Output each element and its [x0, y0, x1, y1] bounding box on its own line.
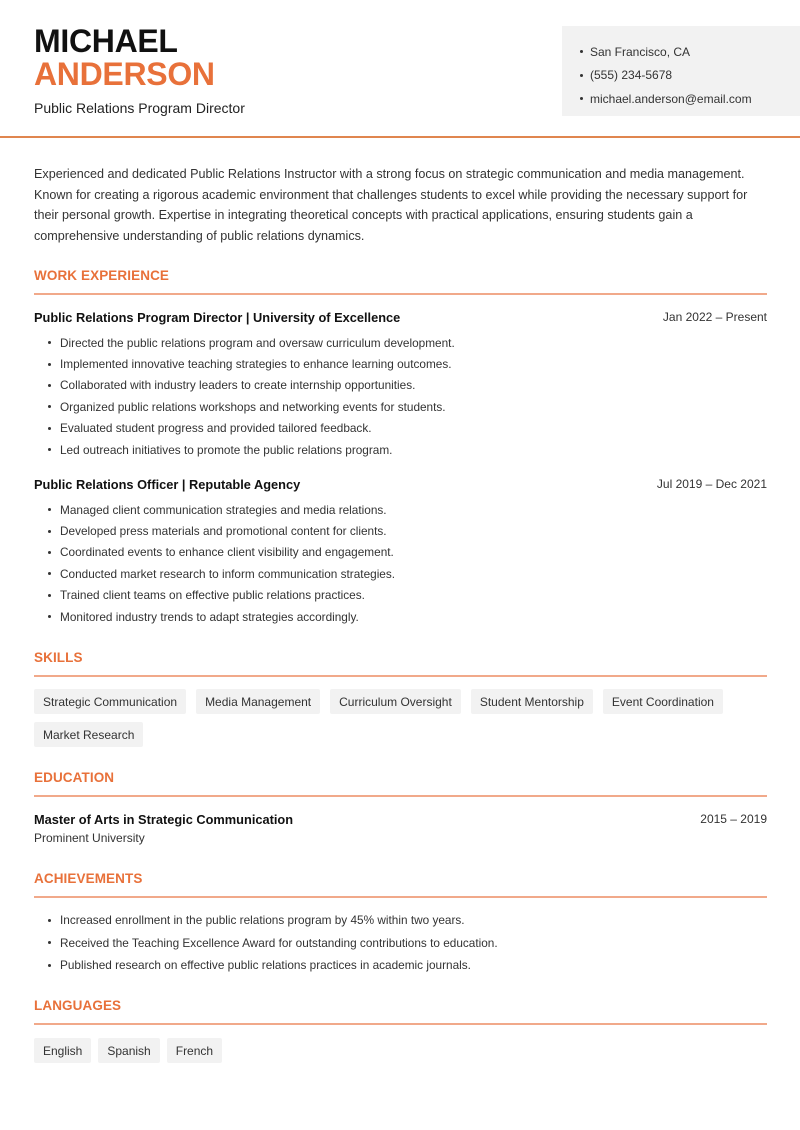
bullet-icon [580, 97, 583, 100]
job-title: Public Relations Program Director [34, 100, 245, 116]
section-divider [34, 1023, 767, 1025]
bullet-icon [48, 615, 51, 618]
list-item: Coordinated events to enhance client visibility and engagement. [34, 542, 774, 563]
languages-list [34, 1038, 774, 1063]
bullet-icon [48, 448, 51, 451]
section-title-education: EDUCATION [34, 770, 115, 785]
skill-tag: Curriculum Oversight [330, 689, 461, 714]
skill-tag: Market Research [34, 722, 143, 747]
language-tag: Spanish [98, 1038, 159, 1063]
bullet-icon [48, 941, 51, 944]
bullet-icon [48, 572, 51, 575]
phone-text: (555) 234-5678 [590, 68, 673, 83]
bullet-icon [48, 964, 51, 967]
skills-list [34, 689, 774, 747]
section-divider [34, 795, 767, 797]
education-degree: Master of Arts in Strategic Communication [34, 812, 294, 827]
last-name: ANDERSON [34, 56, 215, 92]
bullet-icon [48, 530, 51, 533]
bullet-icon [48, 341, 51, 344]
bullet-icon [48, 405, 51, 408]
resume-header [0, 0, 800, 138]
achievements-list [34, 909, 774, 977]
skill-tag: Student Mentorship [471, 689, 593, 714]
section-title-achievements: ACHIEVEMENTS [34, 871, 143, 886]
location-text: San Francisco, CA [590, 44, 691, 59]
list-item: Implemented innovative teaching strategies to enhance learning outcomes. [34, 353, 774, 374]
job-heading: Public Relations Officer | Reputable Agency [34, 477, 301, 492]
contact-box [562, 26, 800, 116]
list-item: Directed the public relations program and oversaw curriculum development. [34, 332, 774, 353]
bullet-icon [48, 363, 51, 366]
job-heading: Public Relations Program Director | University of Excellence [34, 310, 401, 325]
section-divider [34, 293, 767, 295]
contact-location [580, 40, 800, 64]
list-item: Organized public relations workshops and networking events for students. [34, 396, 774, 417]
bullet-icon [48, 384, 51, 387]
education-school: Prominent University [34, 831, 145, 845]
bullet-icon [48, 594, 51, 597]
list-item: Increased enrollment in the public relations program by 45% within two years. [34, 909, 774, 932]
job-bullets [34, 499, 774, 627]
list-item: Managed client communication strategies and media relations. [34, 499, 774, 520]
bullet-icon [48, 551, 51, 554]
language-tag: French [167, 1038, 222, 1063]
first-name: MICHAEL [34, 23, 178, 59]
language-tag: English [34, 1038, 91, 1063]
list-item: Evaluated student progress and provided tailored feedback. [34, 418, 774, 439]
job-dates: Jul 2019 – Dec 2021 [656, 477, 767, 491]
section-title-skills: SKILLS [34, 650, 83, 665]
contact-email [580, 87, 800, 111]
section-divider [34, 675, 767, 677]
section-title-work-experience: WORK EXPERIENCE [34, 268, 170, 283]
bullet-icon [580, 50, 583, 53]
list-item: Received the Teaching Excellence Award for outstanding contributions to education. [34, 932, 774, 955]
list-item: Conducted market research to inform communication strategies. [34, 563, 774, 584]
bullet-icon [48, 508, 51, 511]
job-bullets [34, 332, 774, 460]
list-item: Led outreach initiatives to promote the public relations program. [34, 439, 774, 460]
list-item: Trained client teams on effective public relations practices. [34, 585, 774, 606]
list-item: Published research on effective public relations practices in academic journals. [34, 954, 774, 977]
skill-tag: Event Coordination [603, 689, 723, 714]
bullet-icon [580, 74, 583, 77]
bullet-icon [48, 919, 51, 922]
education-dates: 2015 – 2019 [700, 812, 767, 826]
contact-phone [580, 64, 800, 88]
list-item: Collaborated with industry leaders to create internship opportunities. [34, 375, 774, 396]
section-divider [34, 896, 767, 898]
skill-tag: Strategic Communication [34, 689, 186, 714]
bullet-icon [48, 427, 51, 430]
summary-paragraph: Experienced and dedicated Public Relations Instructor with a strong focus on strategic communication and media management. Known for creating a rigorous academic environment that challenges students to excel while providing the necessary support for their personal growth. Expertise in integrating theoretical concepts with practical applications, ensuring students gain a comprehensive understanding of public relations dynamics. [34, 167, 748, 243]
job-dates: Jan 2022 – Present [662, 310, 767, 324]
section-title-languages: LANGUAGES [34, 998, 122, 1013]
email-text: michael.anderson@email.com [590, 91, 752, 106]
list-item: Developed press materials and promotional content for clients. [34, 520, 774, 541]
list-item: Monitored industry trends to adapt strategies accordingly. [34, 606, 774, 627]
skill-tag: Media Management [196, 689, 320, 714]
